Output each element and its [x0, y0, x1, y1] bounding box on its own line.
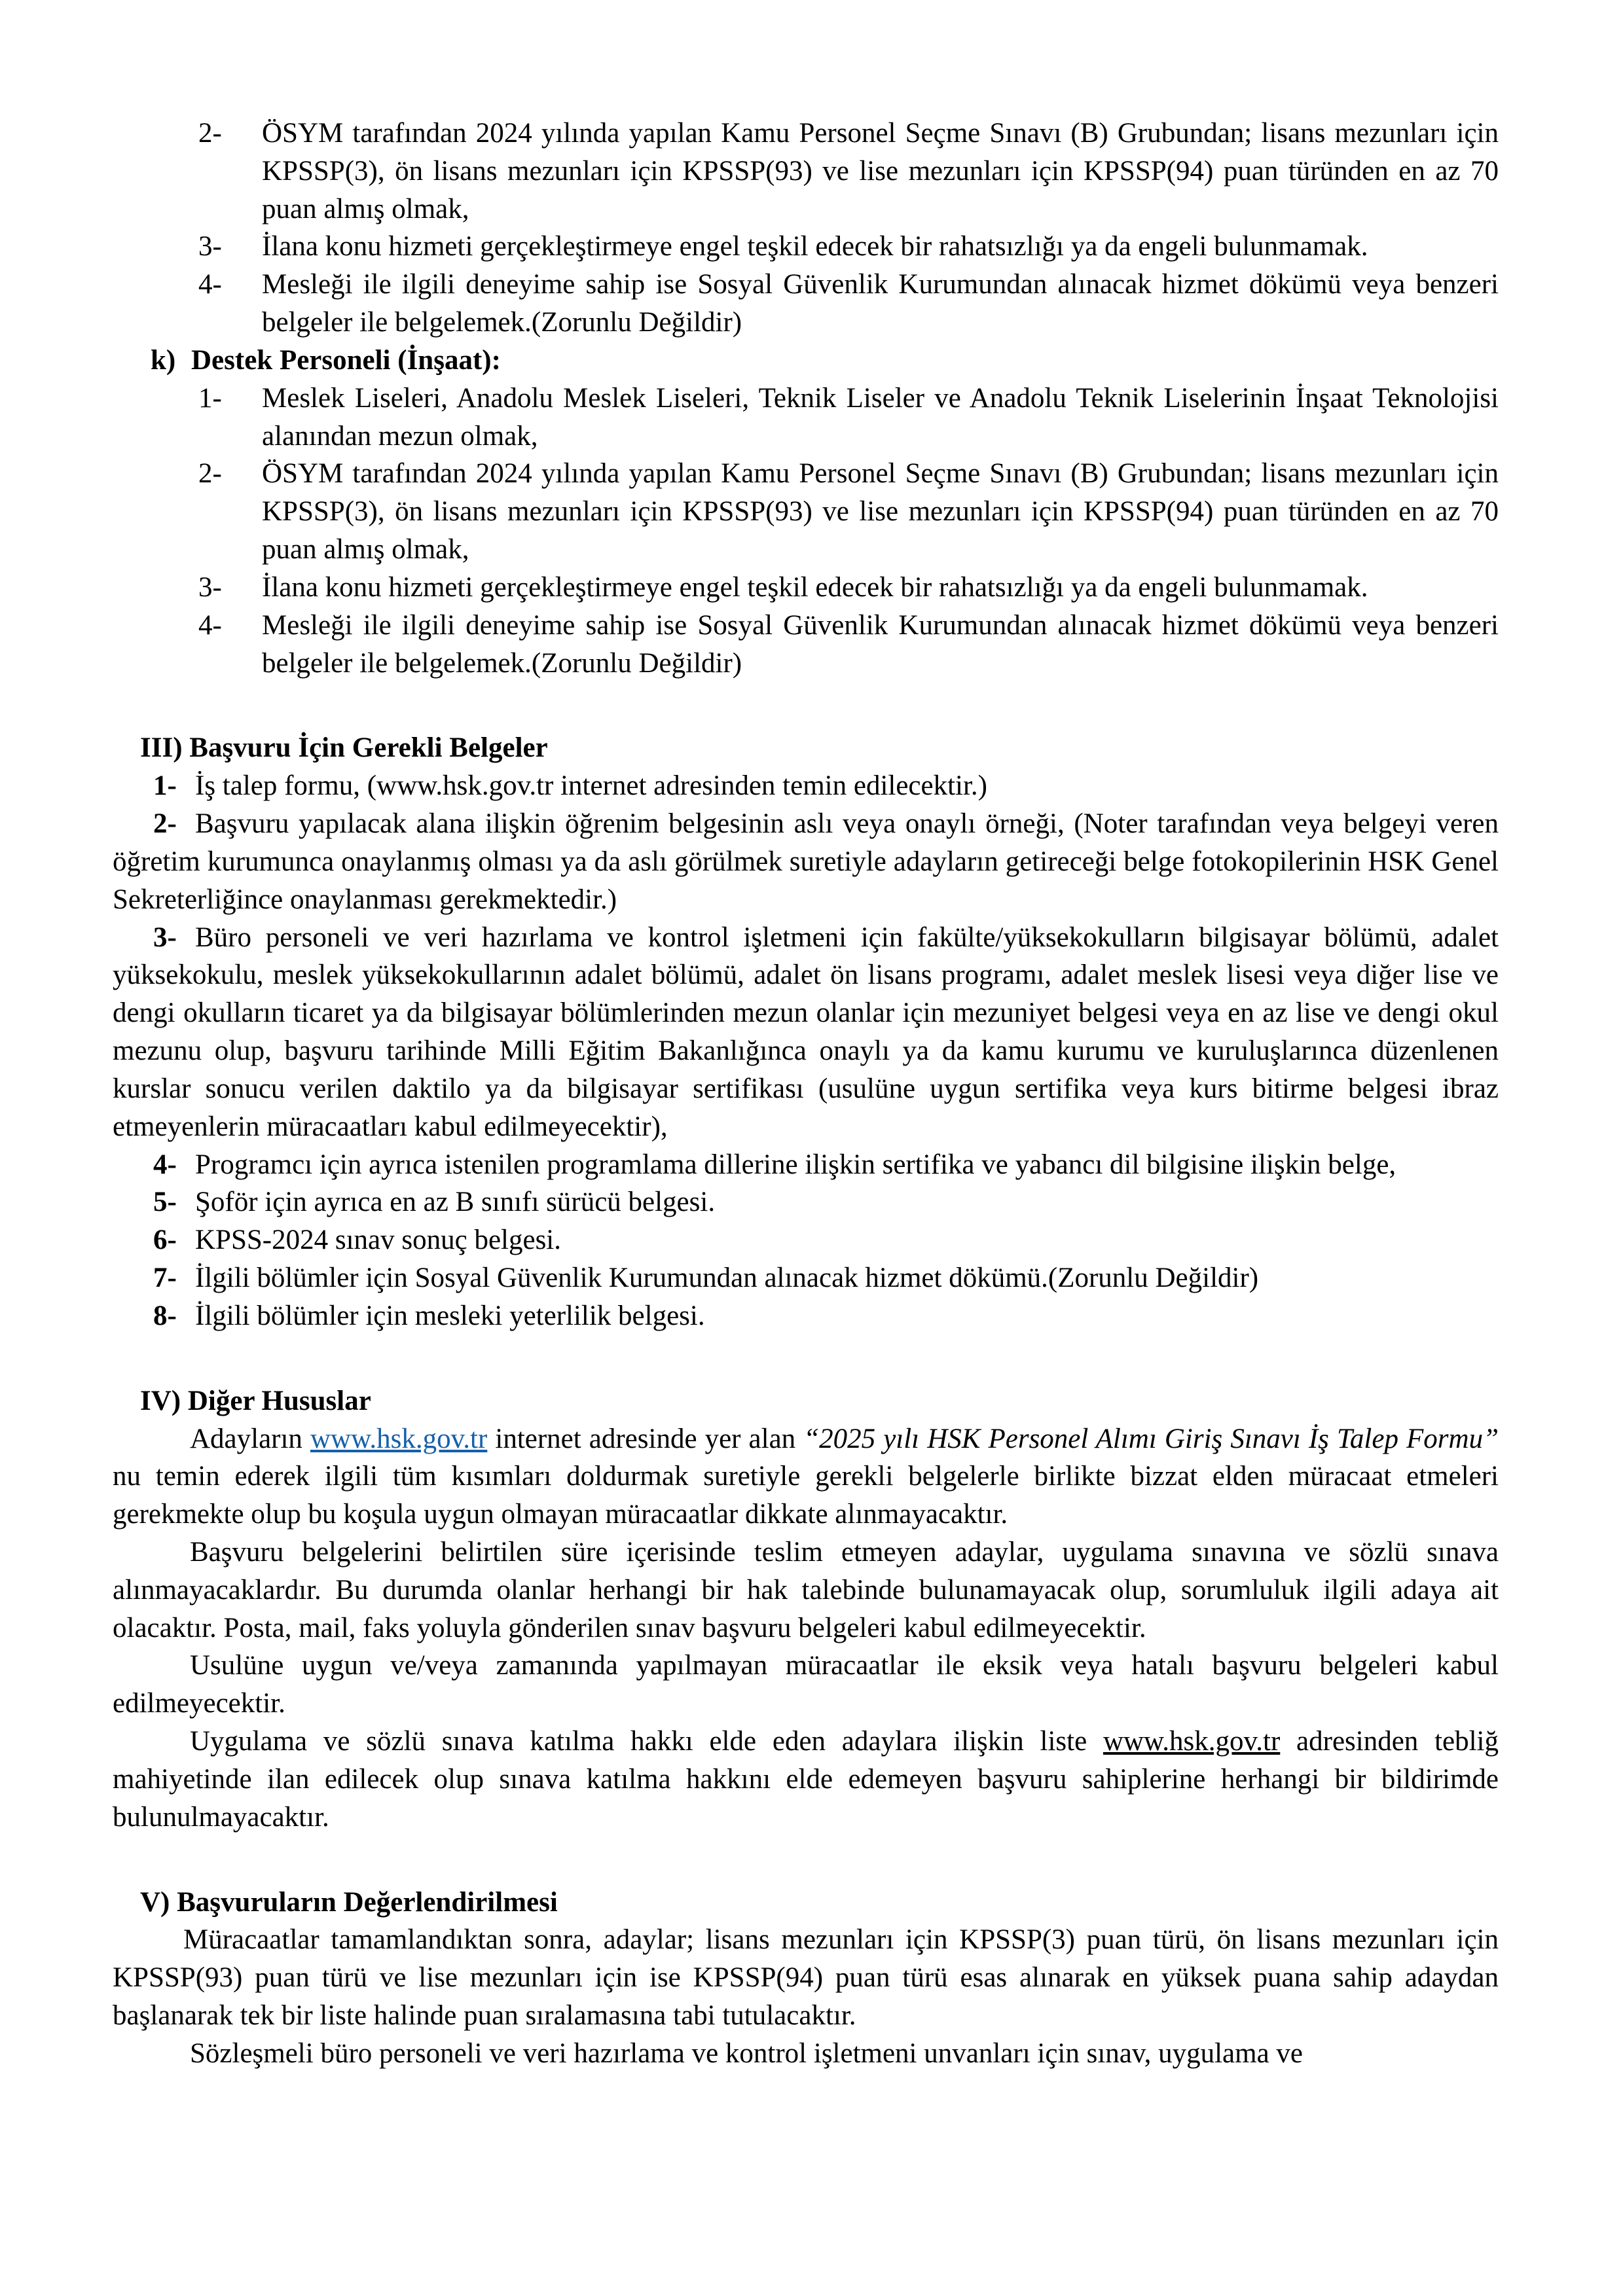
lettered-item-letter: k): [151, 344, 176, 376]
section-heading-v: V) Başvuruların Değerlendirilmesi: [140, 1886, 558, 1918]
list-item-text: İlana konu hizmeti gerçekleştirmeye engel teşkil edecek bir rahatsızlığı ya da engeli bulunmamak.: [262, 231, 1368, 262]
list-item-number: 3-: [198, 231, 222, 262]
lettered-item-title: Destek Personeli (İnşaat):: [191, 344, 501, 376]
list-item-text: İlgili bölümler için Sosyal Güvenlik Kurumundan alınacak hizmet dökümü.(Zorunlu Değildir): [195, 1263, 1259, 1294]
section-heading-iv: IV) Diğer Hususlar: [140, 1385, 371, 1416]
paragraph-text-part: Adayların: [190, 1423, 310, 1454]
section-iv-paragraph-2: Başvuru belgelerini belirtilen süre içerisinde teslim etmeyen adaylar, uygulama sınavına ve sözlü sınava alınmayacaklardır. Bu durumda olanlar herhangi bir hak talebinde bulunamayacak olup, sorumluluk ilgili adaya ait olacaktır. Posta, mail, faks yoluyla gönderilen sınav başvuru belgeleri kabul edilmeyecektir.: [113, 1536, 1499, 1643]
paragraph-text-part: adresinden tebliğ mahiyetinde ilan edilecek olup sınava katılma hakkını elde edemeyen başvuru sahiplerine herhangi bir bildirimde bulunulmayacaktır.: [113, 1726, 1499, 1833]
list-item: [113, 1146, 1499, 1184]
list-item: [198, 607, 1499, 683]
list-item-text: Programcı için ayrıca istenilen programlama dillerine ilişkin sertifika ve yabancı dil bilgisine ilişkin belge,: [195, 1149, 1396, 1180]
list-item-text: ÖSYM tarafından 2024 yılında yapılan Kamu Personel Seçme Sınavı (B) Grubundan; lisans mezunları için KPSSP(3), ön lisans mezunları için KPSSP(93) ve lise mezunları için KPSSP(94) puan türünden en az 70 puan almış olmak,: [262, 118, 1499, 224]
list-item-number: 1-: [198, 382, 222, 414]
section-v-paragraph-2: Sözleşmeli büro personeli ve veri hazırlama ve kontrol işletmeni unvanları için sınav, uygulama ve: [190, 2037, 1303, 2069]
list-item-number: 3-: [198, 571, 222, 603]
list-item-number: 4-: [198, 609, 222, 641]
section-heading-iii: III) Başvuru İçin Gerekli Belgeler: [140, 732, 548, 764]
spacer: [113, 682, 1499, 729]
list-item-number: 2-: [198, 458, 222, 490]
list-item-text: Mesleği ile ilgili deneyime sahip ise Sosyal Güvenlik Kurumundan alınacak hizmet dökümü veya benzeri belgeler ile belgelemek.(Zorunlu Değildir): [262, 269, 1499, 338]
list-item-number: 4-: [198, 269, 222, 300]
top-continuation-list: [113, 115, 1499, 342]
list-item-text: Meslek Liseleri, Anadolu Meslek Liseleri, Teknik Liseler ve Anadolu Teknik Liselerinin İnşaat Teknolojisi alanından mezun olmak,: [262, 382, 1499, 452]
section-iii-list: [113, 767, 1499, 1335]
list-item-number: 1-: [153, 770, 177, 802]
spacer: [113, 1335, 1499, 1382]
paragraph-text-part: Uygulama ve sözlü sınava katılma hakkı elde eden adaylara ilişkin liste: [190, 1726, 1103, 1757]
lettered-item-k: [151, 342, 1499, 380]
section-v-paragraph-1: Müracaatlar tamamlandıktan sonra, adaylar; lisans mezunları için KPSSP(3) puan türü, ön lisans mezunları için KPSSP(93) puan türü ve lise mezunları için ise KPSSP(94) puan türü esas alınarak en yüksek puana sahip adaydan başlanarak tek bir liste halinde puan sıralamasına tabi tutulacaktır.: [113, 1924, 1499, 2032]
list-item-number: 4-: [153, 1149, 177, 1180]
list-item: [113, 1183, 1499, 1221]
list-item: [113, 1259, 1499, 1297]
list-item-text: Başvuru yapılacak alana ilişkin öğrenim belgesinin aslı veya onaylı örneği, (Noter tarafından veya belgeyi veren öğretim kurumunca onaylanmış olması ya da aslı görülmek suretiyle adayların getireceği belge fotokopilerinin HSK Genel Sekreterliğince onaylanması gerekmektedir.): [113, 808, 1499, 915]
list-item: [198, 455, 1499, 568]
hsk-website-reference[interactable]: www.hsk.gov.tr: [1103, 1726, 1281, 1757]
list-item: [113, 919, 1499, 1146]
section-iv-paragraph-3: Usulüne uygun ve/veya zamanında yapılmayan müracaatlar ile eksik veya hatalı başvuru belgeleri kabul edilmeyecektir.: [113, 1650, 1499, 1719]
list-item: [113, 767, 1499, 805]
list-item-number: 3-: [153, 922, 177, 953]
list-item: [198, 228, 1499, 266]
section-iv-paragraph-1: [113, 1420, 1499, 1534]
lettered-item-k-sublist: [113, 380, 1499, 683]
paragraph-text-part: internet adresinde yer alan: [487, 1423, 804, 1454]
section-iv-paragraph-4: [113, 1723, 1499, 1836]
list-item: [113, 1221, 1499, 1259]
list-item: [113, 805, 1499, 918]
list-item-text: İş talep formu, (www.hsk.gov.tr internet adresinden temin edilecektir.): [195, 770, 988, 802]
spacer: [113, 1837, 1499, 1884]
list-item: [198, 380, 1499, 456]
form-title-italic: “2025 yılı HSK Personel Alımı Giriş Sınavı İş Talep Formu”: [803, 1423, 1499, 1454]
list-item: [198, 569, 1499, 607]
list-item-text: İlgili bölümler için mesleki yeterlilik belgesi.: [195, 1300, 705, 1331]
list-item-number: 5-: [153, 1187, 177, 1218]
list-item-text: ÖSYM tarafından 2024 yılında yapılan Kamu Personel Seçme Sınavı (B) Grubundan; lisans mezunları için KPSSP(3), ön lisans mezunları için KPSSP(93) ve lise mezunları için KPSSP(94) puan türünden en az 70 puan almış olmak,: [262, 458, 1499, 565]
list-item: [198, 266, 1499, 342]
list-item-number: 8-: [153, 1300, 177, 1331]
list-item-number: 2-: [153, 808, 177, 840]
list-item: [113, 1297, 1499, 1335]
list-item: [198, 115, 1499, 228]
paragraph-text-part: nu temin ederek ilgili tüm kısımları doldurmak suretiyle gerekli belgelerle birlikte bizzat elden müracaat etmeleri gerekmekte olup bu koşula uygun olmayan müracaatlar dikkate alınmayacaktır.: [113, 1461, 1499, 1530]
list-item-number: 7-: [153, 1263, 177, 1294]
list-item-text: KPSS-2024 sınav sonuç belgesi.: [195, 1225, 561, 1256]
list-item-number: 2-: [198, 118, 222, 149]
list-item-number: 6-: [153, 1225, 177, 1256]
list-item-text: Mesleği ile ilgili deneyime sahip ise Sosyal Güvenlik Kurumundan alınacak hizmet dökümü veya benzeri belgeler ile belgelemek.(Zorunlu Değildir): [262, 609, 1499, 679]
list-item-text: Şoför için ayrıca en az B sınıfı sürücü belgesi.: [195, 1187, 716, 1218]
list-item-text: İlana konu hizmeti gerçekleştirmeye engel teşkil edecek bir rahatsızlığı ya da engeli bulunmamak.: [262, 571, 1368, 603]
hsk-website-link[interactable]: www.hsk.gov.tr: [310, 1423, 488, 1454]
document-body: [113, 115, 1499, 2073]
list-item-text: Büro personeli ve veri hazırlama ve kontrol işletmeni için fakülte/yüksekokulların bilgisayar bölümü, adalet yüksekokulu, meslek yüksekokullarının adalet bölümü, adalet ön lisans programı, adalet meslek lisesi veya diğer lise ve dengi okulların ticaret ya da bilgisayar bölümlerinden mezun olanlar için mezuniyet belgesi veya en az lise ve dengi okul mezunu olup, başvuru tarihinde Milli Eğitim Bakanlığınca onaylı ya da kamu kurumu ve kuruluşlarınca düzenlenen kurslar sonucu verilen daktilo ya da bilgisayar sertifikası (usulüne uygun sertifika veya kurs bitirme belgesi ibraz etmeyenlerin müracaatları kabul edilmeyecektir),: [113, 922, 1499, 1142]
